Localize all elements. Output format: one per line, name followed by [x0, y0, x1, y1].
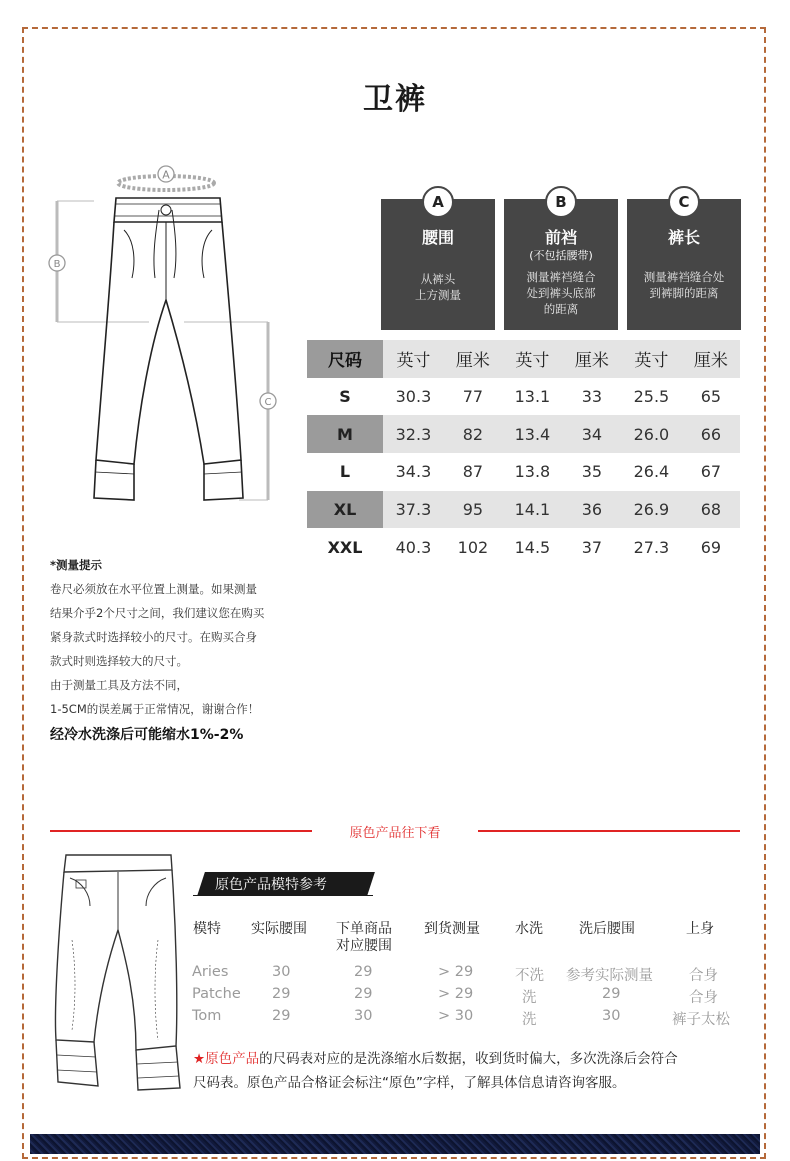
- table-cell: 66: [682, 415, 740, 453]
- letter-b-badge: B: [545, 186, 577, 218]
- table-cell: 26.0: [621, 415, 682, 453]
- table-cell: 40.3: [395, 537, 432, 557]
- letter-c-badge: C: [668, 186, 700, 218]
- desc-line: 到裤脚的距离: [649, 286, 719, 300]
- ref-cell: 29: [602, 986, 621, 1002]
- jeans-diagram: [46, 850, 196, 1100]
- shrink-note: 经冷水洗涤后可能缩水1%-2%: [50, 727, 244, 743]
- svg-text:B: B: [53, 259, 61, 270]
- table-cell: 14.1: [502, 491, 563, 529]
- ref-cell: 29: [272, 986, 291, 1002]
- size-label: XL: [307, 491, 383, 529]
- desc-line: 测量裤裆缝合处: [643, 270, 725, 284]
- table-cell: 14.5: [514, 537, 551, 557]
- ref-header: 对应腰围: [336, 938, 392, 954]
- table-cell: 30.3: [395, 387, 432, 407]
- table-row: [307, 415, 740, 453]
- measure-name: 腰围: [421, 228, 454, 247]
- model-reference-banner: [193, 872, 373, 896]
- table-cell: 69: [700, 537, 722, 557]
- table-cell: 34.3: [395, 462, 432, 482]
- measure-header-length: [627, 193, 741, 330]
- measurement-notes: [50, 553, 310, 747]
- ref-cell: 洗: [522, 1012, 537, 1028]
- table-cell: 32.3: [383, 415, 444, 453]
- ref-header: 模特: [193, 921, 221, 937]
- table-cell: 33: [581, 387, 603, 407]
- ref-cell: 30: [354, 1008, 373, 1024]
- ref-cell: > 29: [438, 986, 474, 1002]
- table-row: [307, 528, 740, 566]
- header-cell: 英寸: [621, 340, 682, 378]
- ref-cell: Tom: [192, 1008, 222, 1024]
- header-cell: 厘米: [682, 340, 740, 378]
- table-cell: 77: [462, 387, 484, 407]
- table-cell: 67: [700, 462, 722, 482]
- ref-header: 下单商品: [336, 921, 392, 937]
- header-cell: 厘米: [444, 340, 502, 378]
- table-cell: 102: [457, 537, 489, 557]
- ref-cell: 合身: [689, 990, 718, 1006]
- ref-title: 原色产品模特参考: [215, 877, 327, 893]
- desc-line: 的距离: [543, 302, 579, 316]
- ref-cell: > 30: [438, 1008, 474, 1024]
- ref-cell: > 29: [438, 964, 474, 980]
- note-line: 结果介乎2个尺寸之间，我们建议您在购买: [50, 606, 265, 620]
- ref-cell: 30: [272, 964, 291, 980]
- table-cell: 13.8: [514, 462, 551, 482]
- table-cell: 82: [444, 415, 502, 453]
- desc-line: 测量裤裆缝合: [526, 270, 596, 284]
- desc-line: 从裤头: [420, 272, 456, 286]
- table-cell: 26.4: [633, 462, 670, 482]
- ref-header: 洗后腰围: [579, 921, 635, 937]
- table-row: [307, 453, 740, 491]
- ref-cell: Patche: [192, 986, 241, 1002]
- raw-denim-label: ★原色产品: [193, 1051, 260, 1067]
- ref-cell: 29: [272, 1008, 291, 1024]
- ref-header: 上身: [686, 921, 714, 937]
- table-cell: 35: [581, 462, 603, 482]
- table-cell: 65: [700, 387, 722, 407]
- denim-strip: [30, 1134, 760, 1154]
- ref-cell: 裤子太松: [672, 1012, 730, 1028]
- table-cell: 13.1: [514, 387, 551, 407]
- ref-cell: 29: [354, 964, 373, 980]
- header-cell: 尺码: [307, 340, 383, 378]
- svg-text:A: A: [162, 168, 170, 182]
- table-cell: 25.5: [633, 387, 670, 407]
- ref-cell: 30: [602, 1008, 621, 1024]
- size-label: XXL: [327, 537, 363, 557]
- measure-name: 裤长: [667, 228, 700, 247]
- ref-cell: 合身: [689, 968, 718, 984]
- table-cell: 34: [563, 415, 621, 453]
- notes-title: *测量提示: [50, 558, 103, 572]
- ref-cell: 洗: [522, 990, 537, 1006]
- ref-cell: 参考实际测量: [566, 968, 653, 984]
- table-cell: 26.9: [621, 491, 682, 529]
- table-cell: 36: [563, 491, 621, 529]
- ref-cell: 不洗: [515, 968, 544, 984]
- table-row: [307, 491, 740, 529]
- header-cell: 厘米: [563, 340, 621, 378]
- table-cell: 27.3: [633, 537, 670, 557]
- page-title: 卫裤: [363, 82, 427, 117]
- note-text: 尺码表。原色产品合格证会标注“原色”字样，了解具体信息请咨询客服。: [193, 1075, 626, 1091]
- measure-header-waist: [381, 193, 495, 330]
- table-cell: 37: [581, 537, 603, 557]
- header-cell: 英寸: [383, 340, 444, 378]
- table-header-row: [307, 340, 740, 378]
- ref-header: 实际腰围: [251, 921, 307, 937]
- ref-header: 到货测量: [424, 921, 480, 937]
- measure-name: 前裆: [544, 228, 577, 247]
- note-line: 紧身款式时选择较小的尺寸。在购买合身: [50, 630, 257, 644]
- size-label: S: [339, 387, 351, 407]
- measure-header-front-rise: [504, 193, 618, 330]
- ref-header: 水洗: [515, 921, 543, 937]
- svg-text:C: C: [264, 397, 272, 408]
- size-label: M: [307, 415, 383, 453]
- note-line: 卷尺必须放在水平位置上测量。如果测量: [50, 582, 257, 596]
- table-cell: 13.4: [502, 415, 563, 453]
- table-cell: 95: [444, 491, 502, 529]
- size-table: [307, 340, 740, 566]
- ref-cell: 29: [354, 986, 373, 1002]
- note-line: 1-5CM的误差属于正常情况，谢谢合作！: [50, 702, 260, 716]
- table-row: [307, 378, 740, 416]
- desc-line: 上方测量: [415, 288, 461, 302]
- divider-text: 原色产品往下看: [349, 826, 441, 841]
- letter-a-badge: A: [422, 186, 454, 218]
- raw-denim-note: [193, 1047, 753, 1095]
- note-line: 由于测量工具及方法不同，: [50, 678, 188, 692]
- table-cell: 87: [462, 462, 484, 482]
- sweatpants-diagram: [44, 160, 294, 510]
- ref-cell: Aries: [192, 964, 229, 980]
- desc-line: 处到裤头底部: [526, 286, 596, 300]
- note-text: 的尺码表对应的是洗涤缩水后数据，收到货时偏大，多次洗涤后会符合: [259, 1051, 678, 1067]
- note-line: 款式时则选择较大的尺寸。: [50, 654, 188, 668]
- size-label: L: [339, 462, 351, 482]
- measure-sub: (不包括腰带): [529, 249, 593, 262]
- table-cell: 37.3: [383, 491, 444, 529]
- table-cell: 68: [682, 491, 740, 529]
- header-cell: 英寸: [502, 340, 563, 378]
